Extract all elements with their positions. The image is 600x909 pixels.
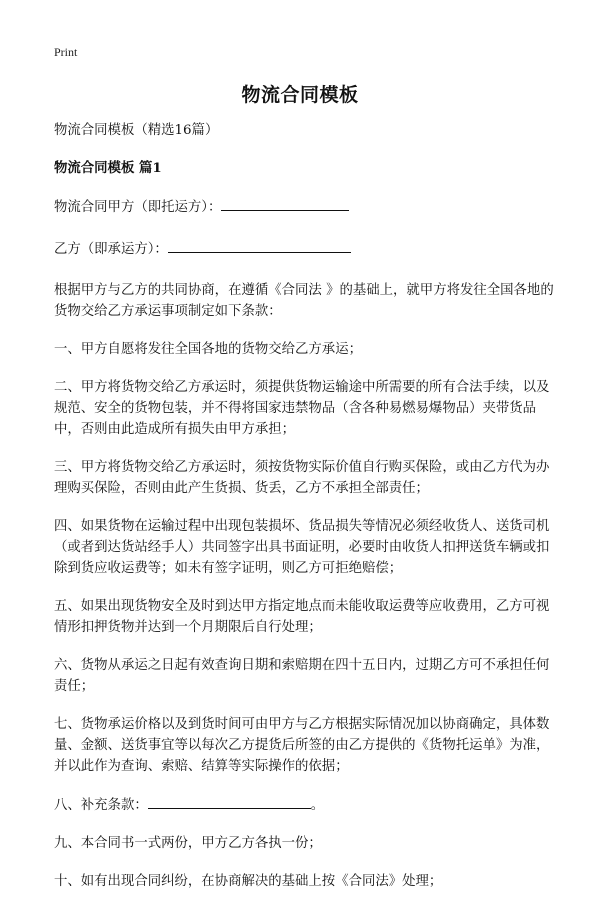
clause-8-blank-field[interactable] xyxy=(148,794,311,809)
party-b-blank-field[interactable] xyxy=(168,238,351,253)
document-body xyxy=(54,120,554,909)
party-b-line xyxy=(54,238,554,260)
clause-1: 一、甲方自愿将发往全国各地的货物交给乙方承运； xyxy=(54,342,362,357)
clause-6: 六、货物从承运之日起有效查询日期和索赔期在四十五日内，过期乙方可不承担任何责任； xyxy=(54,658,550,694)
party-a-line xyxy=(54,196,554,218)
clause-8 xyxy=(54,794,554,816)
document-subtitle: 物流合同模板（精选16篇） xyxy=(54,123,219,138)
clause-8-label: 八、补充条款： xyxy=(54,798,148,813)
clause-4: 四、如果货物在运输过程中出现包装损坏、货品损失等情况必须经收货人、送货司机（或者到达货站经手人）共同签字出具书面证明，必要时由收货人扣押送货车辆或扣除到货应收运费等；如未有签字证明，则乙方可拒绝赔偿； xyxy=(54,519,550,576)
document-title: 物流合同模板 xyxy=(241,84,359,106)
intro-paragraph: 根据甲方与乙方的共同协商，在遵循《合同法 》的基础上，就甲方将发往全国各地的货物交给乙方承运事项制定如下条款： xyxy=(54,283,554,319)
clause-5: 五、如果出现货物安全及时到达甲方指定地点而未能收取运费等应收费用，乙方可视情形扣押货物并达到一个月期限后自行处理； xyxy=(54,599,550,635)
party-a-blank-field[interactable] xyxy=(221,196,349,211)
section-heading: 物流合同模板 篇1 xyxy=(54,160,162,176)
party-a-label: 物流合同甲方（即托运方）： xyxy=(54,200,222,215)
party-b-label: 乙方（即承运方）： xyxy=(54,242,168,257)
clause-7: 七、货物承运价格以及到货时间可由甲方与乙方根据实际情况加以协商确定，具体数量、金额、送货事宜等以每次乙方提货后所签的由乙方提供的《货物托运单》为准，并以此作为查询、索赔、结算等实际操作的依据； xyxy=(54,717,550,774)
clause-3: 三、甲方将货物交给乙方承运时，须按货物实际价值自行购买保险，或由乙方代为办理购买保险，否则由此产生货损、货丢，乙方不承担全部责任； xyxy=(54,460,550,496)
clause-2: 二、甲方将货物交给乙方承运时，须提供货物运输途中所需要的所有合法手续，以及规范、安全的货物包装，并不得将国家违禁物品（含各种易燃易爆物品）夹带货品中，否则由此造成所有损失由甲方承担； xyxy=(54,380,550,437)
clause-9: 九、本合同书一式两份，甲方乙方各执一份； xyxy=(54,836,322,851)
print-link[interactable]: Print xyxy=(54,45,78,59)
clause-10: 十、如有出现合同纠纷，在协商解决的基础上按《合同法》处理； xyxy=(54,874,443,889)
clause-8-end: 。 xyxy=(310,798,325,813)
